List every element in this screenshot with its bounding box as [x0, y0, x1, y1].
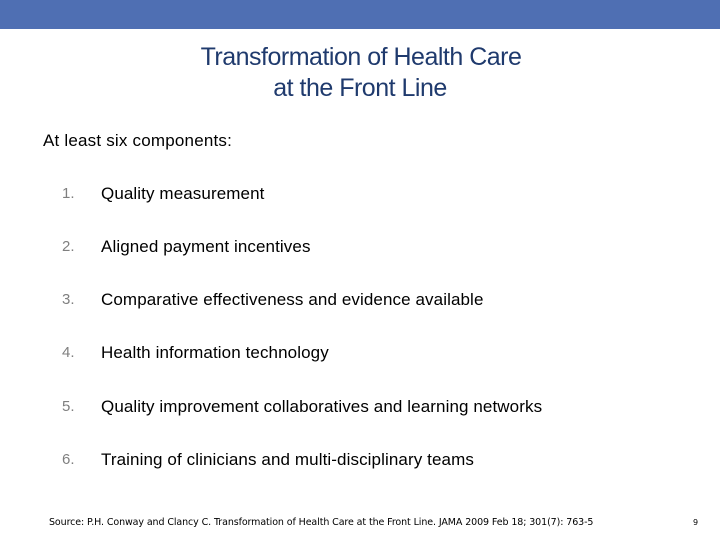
list-item [62, 396, 682, 418]
list-item-text: Aligned payment incentives [101, 237, 311, 256]
list-item [62, 289, 682, 311]
page-number: 9 [693, 518, 699, 527]
header-bar [0, 0, 720, 29]
list-item-number: 3. [62, 291, 75, 308]
list-item-number: 2. [62, 238, 75, 255]
slide-title [0, 42, 720, 104]
list-item-number: 5. [62, 398, 75, 415]
title-line-1: Transformation of Health Care [200, 43, 522, 71]
list-item [62, 449, 682, 471]
list-item-text: Quality improvement collaboratives and learning networks [101, 397, 543, 416]
source-citation: Source: P.H. Conway and Clancy C. Transformation of Health Care at the Front Line. JAMA 2009 Feb 18; 301(7): 763-5 [49, 517, 594, 528]
subtitle: At least six components: [43, 131, 233, 150]
list-item-text: Training of clinicians and multi-disciplinary teams [101, 450, 474, 469]
list-item-text: Quality measurement [101, 184, 265, 203]
list-item-number: 6. [62, 451, 75, 468]
list-item-number: 4. [62, 344, 75, 361]
list-item-number: 1. [62, 185, 75, 202]
list-item [62, 183, 682, 205]
list-item-text: Health information technology [101, 343, 329, 362]
list-item-text: Comparative effectiveness and evidence available [101, 290, 484, 309]
list-item [62, 236, 682, 258]
title-line-2: at the Front Line [273, 74, 447, 102]
list-item [62, 342, 682, 364]
